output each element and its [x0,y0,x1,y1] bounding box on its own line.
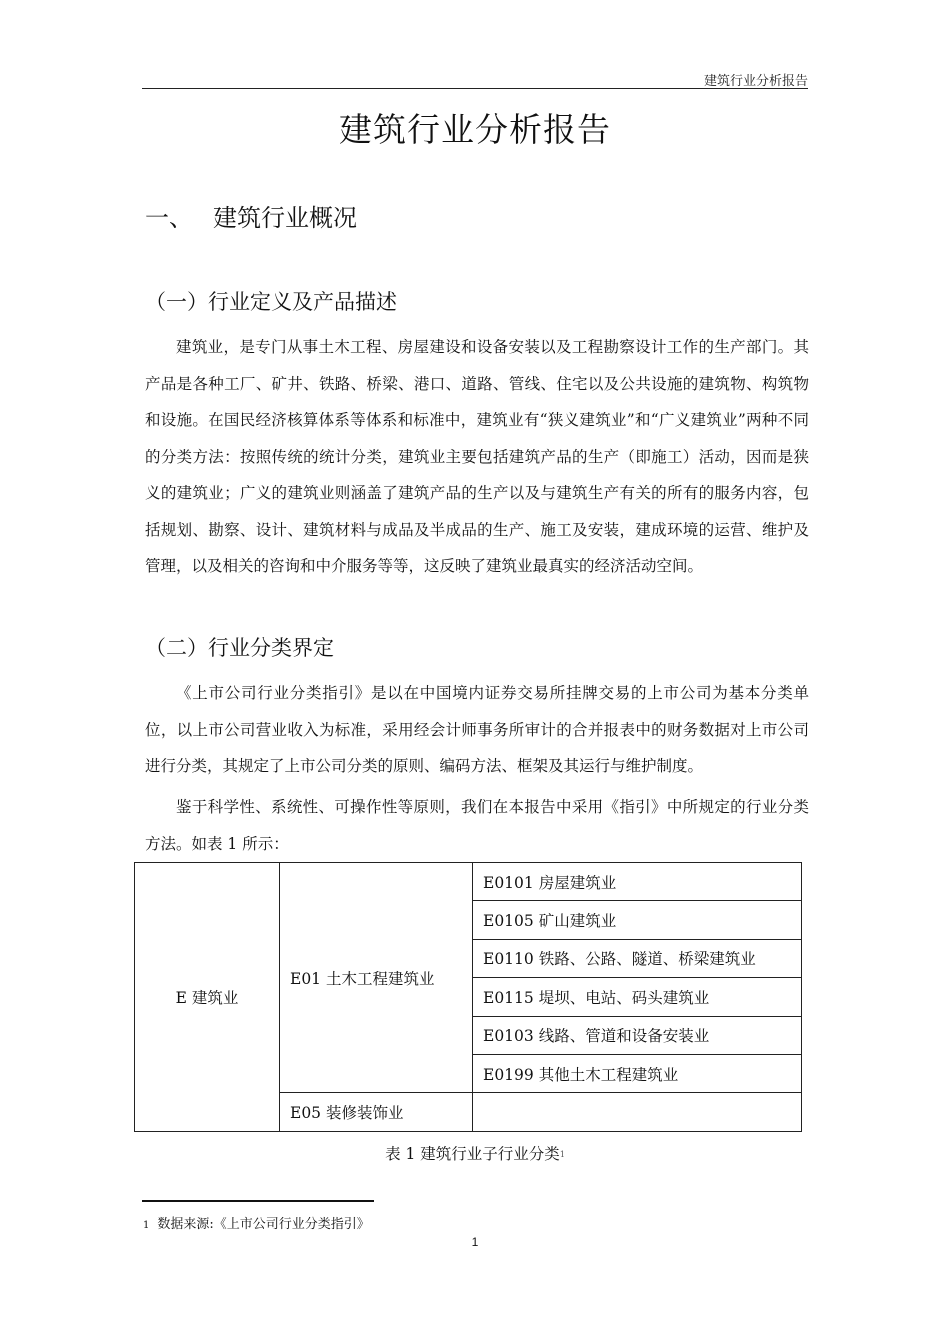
caption-text: 表 1 建筑行业子行业分类 [385,1145,560,1163]
footnote [143,1213,370,1232]
running-header: 建筑行业分析报告 [703,74,808,89]
paragraph-method: 鉴于科学性、系统性、可操作性等原则，我们在本报告中采用《指引》中所规定的行业分类方法。如表 1 所示： [145,798,809,853]
table-cell-level3: E0199 其他土木工程建筑业 [473,1054,802,1092]
subsection-heading-definition: （一）行业定义及产品描述 [145,290,397,314]
footnote-separator [142,1200,374,1202]
page-number: 1 [471,1235,479,1249]
classification-table [134,862,802,1132]
table-cell-level1: E 建筑业 [135,863,280,1132]
subsection-heading-classification: （二）行业分类界定 [145,636,334,660]
table-cell-level3: E0115 堤坝、电站、码头建筑业 [473,978,802,1016]
section-heading [145,198,357,233]
footnote-reference[interactable]: 1 [559,1150,565,1159]
header-rule [142,88,808,89]
table-row [135,863,802,901]
table-cell-level3: E0103 线路、管道和设备安装业 [473,1016,802,1054]
section-title: 建筑行业概况 [213,204,357,232]
table-cell-level3: E0110 铁路、公路、隧道、桥梁建筑业 [473,939,802,977]
table-cell-level2: E05 装修装饰业 [280,1093,473,1131]
section-number: 一、 [145,204,193,232]
footnote-mark: 1 [143,1220,150,1231]
footnote-text: 数据来源:《上市公司行业分类指引》 [157,1217,370,1232]
table-cell-level3: E0105 矿山建筑业 [473,901,802,939]
table-caption [0,1142,950,1164]
table-cell-level3: E0101 房屋建筑业 [473,863,802,901]
table-cell-level2: E01 土木工程建筑业 [280,863,473,1093]
paragraph-definition: 建筑业，是专门从事土木工程、房屋建设和设备安装以及工程勘察设计工作的生产部门。其产品是各种工厂、矿井、铁路、桥梁、港口、道路、管线、住宅以及公共设施的建筑物、构筑物和设施。在国民经济核算体系等体系和标准中，建筑业有“狭义建筑业”和“广义建筑业”两种不同的分类方法：按照传统的统计分类，建筑业主要包括建筑产品的生产（即施工）活动，因而是狭义的建筑业；广义的建筑业则涵盖了建筑产品的生产以及与建筑生产有关的所有的服务内容，包括规划、勘察、设计、建筑材料与成品及半成品的生产、施工及安装，建成环境的运营、维护及管理，以及相关的咨询和中介服务等等，这反映了建筑业最真实的经济活动空间。 [145,338,809,575]
paragraph-classification: 《上市公司行业分类指引》是以在中国境内证券交易所挂牌交易的上市公司为基本分类单位，以上市公司营业收入为标准，采用经会计师事务所审计的合并报表中的财务数据对上市公司进行分类，其规定了上市公司分类的原则、编码方法、框架及其运行与维护制度。 [145,684,809,775]
table-cell-empty [473,1093,802,1131]
document-title: 建筑行业分析报告 [339,110,611,149]
